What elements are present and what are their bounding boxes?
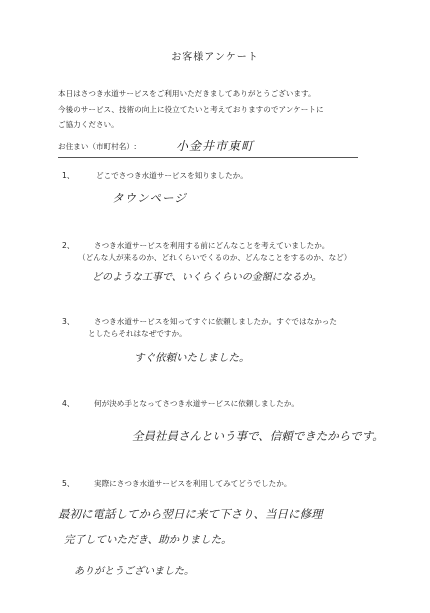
question-line: どこでさつき水道サービスを知りましたか。 <box>96 171 248 180</box>
intro-text <box>58 86 398 133</box>
answer-5-line: 完了していただき、助かりました。 <box>64 534 232 546</box>
question-line: 何が決め手となってさつき水道サービスに依頼しましたか。 <box>94 399 300 408</box>
question-line: さつき水道サービスを知ってすぐに依頼しましたか。すぐではなかった <box>94 317 337 326</box>
question-text <box>78 240 352 264</box>
answer-3: すぐ依頼いたしました。 <box>134 352 250 364</box>
answer-1: タウンページ <box>112 191 187 205</box>
question-text <box>94 398 299 410</box>
answer-5-line: 最初に電話してから翌日に来て下さり、当日に修理 <box>58 507 323 521</box>
question-number: 2、 <box>62 241 75 250</box>
page-title: お客様アンケート <box>171 52 259 63</box>
question-number: 1、 <box>62 171 75 180</box>
question-line: さつき水道サービスを利用する前にどんなことを考えていましたか。 <box>94 241 330 250</box>
answer-5-line: ありがとうございました。 <box>74 566 194 577</box>
answer-2: どのような工事で、いくらくらいの金額になるか。 <box>92 272 322 283</box>
question-number: 4、 <box>62 399 75 408</box>
question-text <box>88 316 337 340</box>
address-field <box>58 137 358 158</box>
question-number: 5、 <box>62 479 75 488</box>
question-line: としたらそれはなぜですか。 <box>88 329 187 338</box>
intro-line: ご協力ください。 <box>58 120 119 129</box>
question-number: 3、 <box>62 317 75 326</box>
question-text <box>96 170 248 182</box>
intro-line: 今後のサービス、技術の向上に役立てたいと考えておりますのでアンケートに <box>58 104 324 114</box>
intro-line: 本日はさつき水道サービスをご利用いただきましてありがとうございます。 <box>58 89 316 98</box>
address-label: お住まい（市町村名）: <box>58 142 137 151</box>
question-line: 実際にさつき水道サービスを利用してみてどうでしたか。 <box>94 479 292 488</box>
question-line: （どんな人が来るのか、どれくらいでくるのか、どんなことをするのか、など） <box>78 253 352 262</box>
address-value: 小金井市東町 <box>176 139 255 153</box>
answer-4: 全員社員さんという事で、信頼できたからです。 <box>132 429 384 443</box>
question-text <box>94 478 291 490</box>
